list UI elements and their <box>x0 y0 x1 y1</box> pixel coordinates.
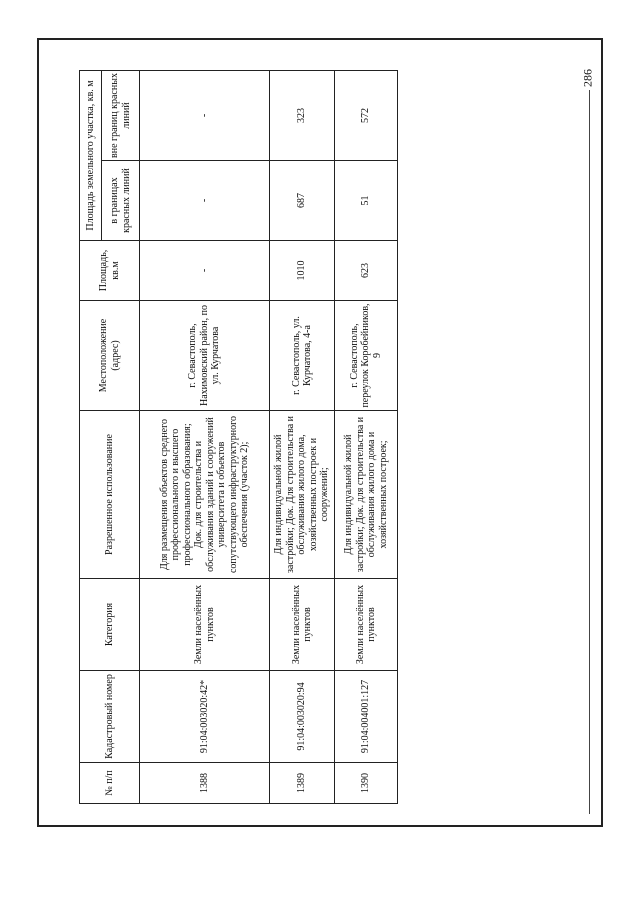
footer-rule <box>589 90 590 814</box>
row-within: 51 <box>335 161 398 241</box>
table-row <box>140 71 270 804</box>
row-location: г. Севастополь, Нахимовский район, по ул. Курчатова <box>140 301 270 411</box>
page-number <box>578 58 598 98</box>
land-plots-table <box>79 70 398 804</box>
header-use: Разрешенное использование <box>80 411 140 579</box>
row-location: г. Севастополь, ул. Курчатова, 4-а <box>270 301 335 411</box>
row-within: - <box>140 161 270 241</box>
row-use: Для индивидуальной жилой застройки; Док. Для строительства и обслуживания жилого дома, хозяйственных построек и сооружений; <box>270 411 335 579</box>
header-area: Площадь, кв.м <box>80 241 140 301</box>
page-number-text: 286 <box>580 69 595 87</box>
row-use: Для индивидуальной жилой застройки; Док. для строительства и обслуживания жилого дома и хозяйственных построек; <box>335 411 398 579</box>
row-category: Земли населённых пунктов <box>140 579 270 671</box>
row-outside: - <box>140 71 270 161</box>
table-row <box>270 71 335 804</box>
row-outside: 572 <box>335 71 398 161</box>
row-num: 1388 <box>140 763 270 804</box>
rotated-table-container <box>79 71 397 804</box>
row-category: Земли населённых пунктов <box>270 579 335 671</box>
land-plots-table-wrapper <box>79 71 397 804</box>
row-category: Земли населённых пунктов <box>335 579 398 671</box>
header-num: № п/п <box>80 763 140 804</box>
row-use: Для размещения объектов среднего профессионального и высшего профессионального образования; Док. для строительства и обслуживания зданий и сооружений университета и объектов сопутствующего инфраструктурного обеспечения (участок 2); <box>140 411 270 579</box>
row-location: г. Севастополь, переулок Коробейников, 9 <box>335 301 398 411</box>
row-outside: 323 <box>270 71 335 161</box>
header-within-red-lines: в границах красных линий <box>102 161 140 241</box>
row-cadastral: 91:04:003020:42* <box>140 671 270 763</box>
header-land-area: Площадь земельного участка, кв. м <box>80 71 102 241</box>
row-area: - <box>140 241 270 301</box>
row-cadastral: 91:04:004001:127 <box>335 671 398 763</box>
header-location: Местоположение (адрес) <box>80 301 140 411</box>
row-num: 1390 <box>335 763 398 804</box>
table-row <box>335 71 398 804</box>
header-cadastral: Кадастровый номер <box>80 671 140 763</box>
header-category: Категория <box>80 579 140 671</box>
row-cadastral: 91:04:003020:94 <box>270 671 335 763</box>
row-num: 1389 <box>270 763 335 804</box>
row-area: 623 <box>335 241 398 301</box>
row-within: 687 <box>270 161 335 241</box>
row-area: 1010 <box>270 241 335 301</box>
header-outside-red-lines: вне границ красных линий <box>102 71 140 161</box>
